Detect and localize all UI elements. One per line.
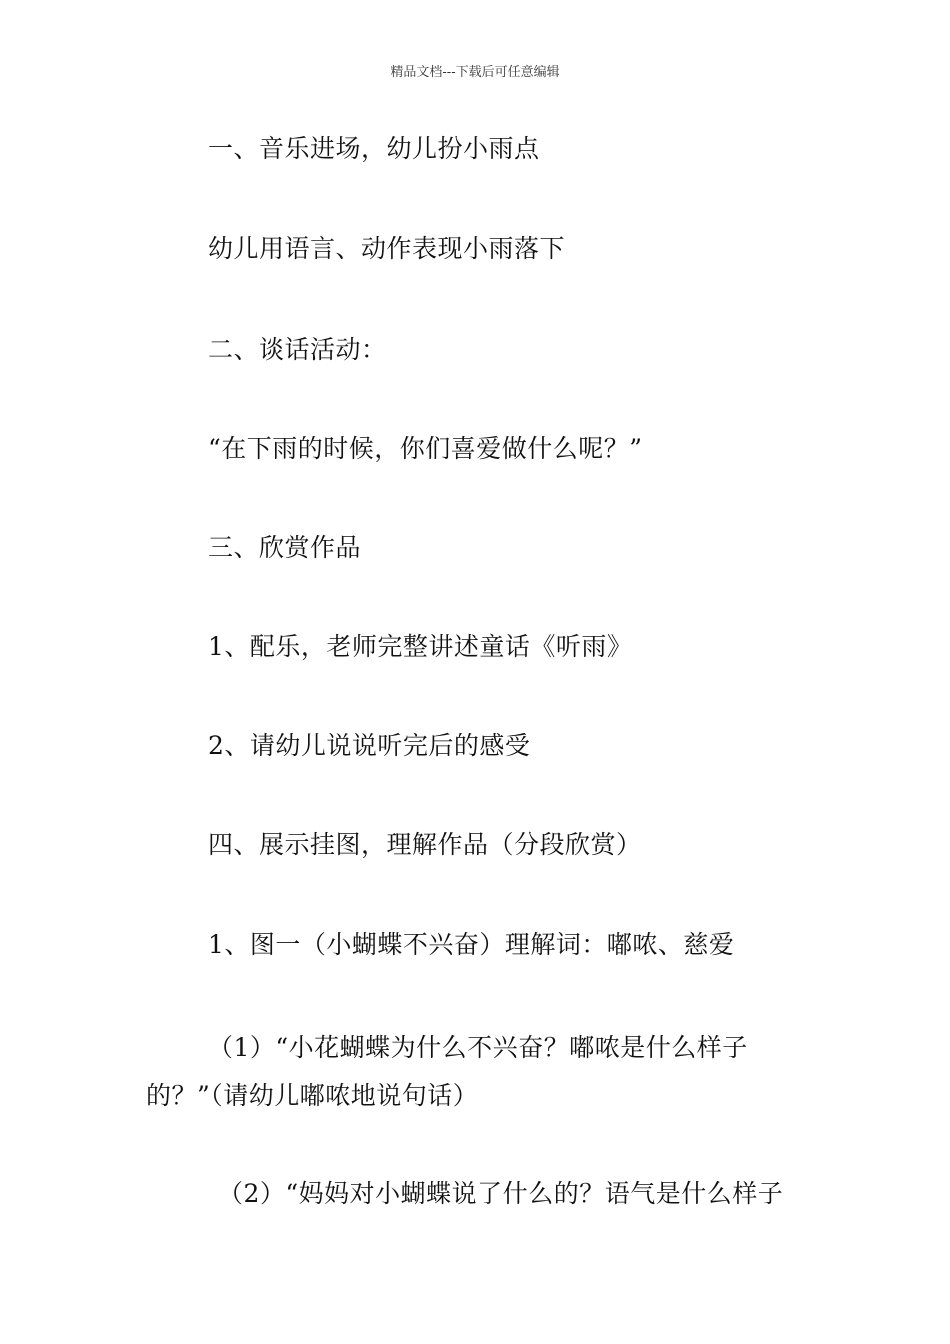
- paragraph-8: 四、展示挂图，理解作品（分段欣赏）: [208, 830, 642, 859]
- paragraph-11: （2）“妈妈对小蝴蝶说了什么的？语气是什么样子: [218, 1179, 784, 1208]
- paragraph-6: 1、配乐，老师完整讲述童话《听雨》: [208, 632, 633, 661]
- paragraph-9: 1、图一（小蝴蝶不兴奋）理解词：嘟哝、慈爱: [208, 930, 735, 959]
- page-header: 精品文档---下载后可任意编辑: [390, 65, 560, 80]
- paragraph-3: 二、谈话活动：: [208, 335, 387, 364]
- paragraph-4: “在下雨的时候，你们喜爱做什么呢？”: [208, 434, 643, 463]
- paragraph-1: 一、音乐进场，幼儿扮小雨点: [208, 134, 540, 163]
- paragraph-2: 幼儿用语言、动作表现小雨落下: [208, 234, 566, 263]
- paragraph-5: 三、欣赏作品: [208, 533, 362, 562]
- paragraph-10: （1）“小花蝴蝶为什么不兴奋？嘟哝是什么样子的？”（请幼儿嘟哝地说句话）: [146, 1033, 748, 1110]
- paragraph-7: 2、请幼儿说说听完后的感受: [208, 731, 531, 760]
